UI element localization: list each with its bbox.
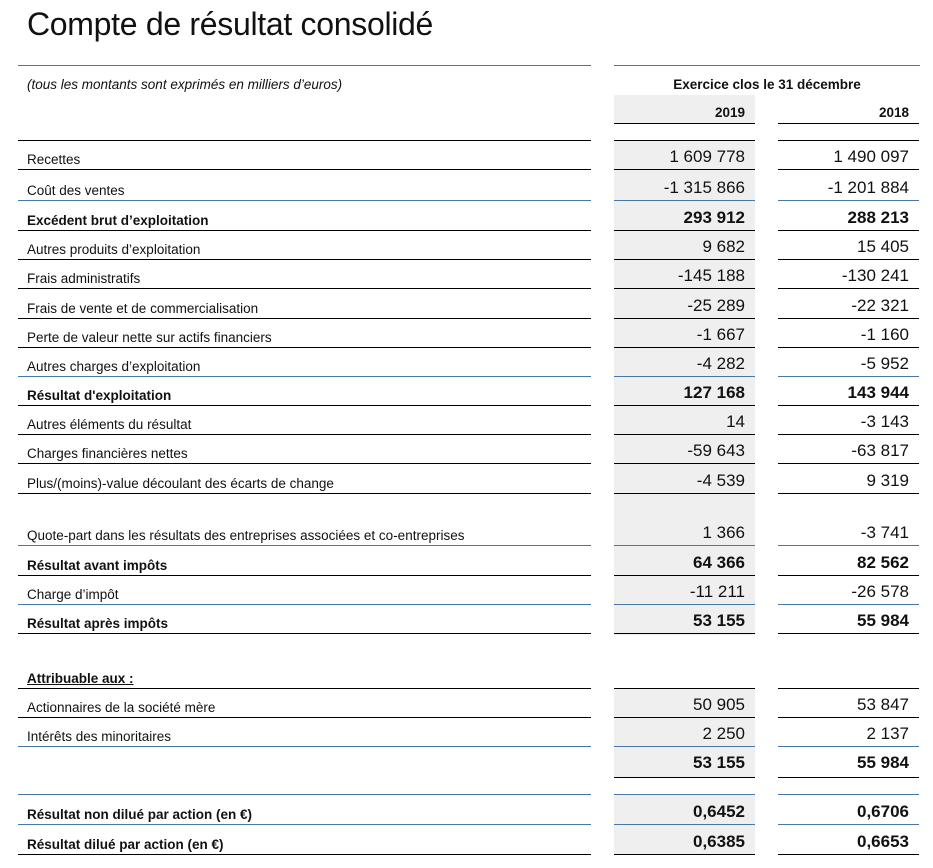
row-label: Autres éléments du résultat — [27, 417, 192, 432]
attributable-heading: Attribuable aux : — [27, 671, 134, 686]
eps-label: Résultat dilué par action (en €) — [27, 837, 224, 852]
row-label: Plus/(moins)-value découlant des écarts de change — [27, 476, 334, 491]
row-value-2019: 53 155 — [693, 611, 745, 630]
eps-rule-label — [18, 824, 591, 825]
units-note: (tous les montants sont exprimés en milliers d’euros) — [27, 77, 343, 92]
row-rule-c2018 — [778, 575, 919, 576]
attrib-top-rule-label — [18, 688, 591, 689]
row-value-2019: -25 289 — [687, 296, 745, 315]
attrib-total-rule — [614, 777, 755, 778]
row-rule-c2019 — [614, 376, 755, 377]
row-rule-c2018 — [778, 746, 919, 747]
row-value-2018: -3 741 — [860, 523, 909, 542]
row-value-2019: 1 609 778 — [669, 147, 745, 166]
eps-top-rule-c2019 — [614, 794, 755, 795]
row-value-2019: 2 250 — [702, 724, 745, 743]
row-label: Recettes — [27, 152, 81, 167]
row-rule-c2019 — [614, 493, 755, 494]
row-value-2019: 1 366 — [702, 523, 745, 542]
row-rule-c2018 — [778, 545, 919, 546]
row-value-2018: 9 319 — [866, 471, 909, 490]
row-rule-label — [18, 493, 591, 494]
period-header: Exercice clos le 31 décembre — [673, 77, 861, 92]
row-rule-c2019 — [614, 604, 755, 605]
row-rule-label — [18, 575, 591, 576]
eps-value-2018: 0,6706 — [857, 802, 909, 821]
row-rule-label — [18, 200, 591, 201]
attrib-total-2018: 55 984 — [857, 753, 909, 772]
col-rule-2019 — [614, 123, 755, 124]
year-2018-header: 2018 — [878, 105, 909, 120]
row-value-2018: -130 241 — [841, 266, 909, 285]
row-value-2019: 14 — [726, 412, 745, 431]
row-rule-c2018 — [778, 347, 919, 348]
eps-top-rule-label — [18, 794, 591, 795]
eps-rule-c2019 — [614, 854, 755, 855]
attrib-total-rule — [778, 777, 919, 778]
row-value-2018: 2 137 — [866, 724, 909, 743]
row-label: Frais administratifs — [27, 271, 141, 286]
row-rule-c2018 — [778, 200, 919, 201]
page-title: Compte de résultat consolidé — [27, 6, 434, 42]
row-label: Résultat d'exploitation — [27, 388, 172, 403]
row-value-2018: 82 562 — [857, 553, 909, 572]
row-value-2018: 55 984 — [857, 611, 909, 630]
row-value-2018: 288 213 — [847, 208, 909, 227]
row-label: Perte de valeur nette sur actifs financiers — [27, 330, 272, 345]
row-value-2018: -5 952 — [860, 354, 909, 373]
row-value-2018: -3 143 — [860, 412, 909, 431]
eps-label: Résultat non dilué par action (en €) — [27, 807, 253, 822]
body-top-rule-c2019 — [614, 140, 755, 141]
row-rule-c2019 — [614, 318, 755, 319]
row-label: Actionnaires de la société mère — [27, 700, 216, 715]
row-label: Autres produits d’exploitation — [27, 242, 201, 257]
row-rule-c2019 — [614, 717, 755, 718]
attrib-top-rule-c2018 — [778, 688, 919, 689]
row-rule-label — [18, 318, 591, 319]
row-rule-c2019 — [614, 230, 755, 231]
row-rule-c2018 — [778, 230, 919, 231]
eps-value-2019: 0,6385 — [693, 832, 745, 851]
row-value-2018: 15 405 — [857, 237, 909, 256]
row-value-2018: 1 490 097 — [833, 147, 909, 166]
row-value-2019: 50 905 — [693, 695, 745, 714]
row-rule-c2018 — [778, 633, 919, 634]
row-rule-c2018 — [778, 376, 919, 377]
row-rule-c2019 — [614, 169, 755, 170]
row-label: Résultat après impôts — [27, 616, 169, 631]
eps-rule-c2018 — [778, 824, 919, 825]
row-rule-c2019 — [614, 545, 755, 546]
row-rule-label — [18, 376, 591, 377]
row-rule-label — [18, 463, 591, 464]
row-rule-label — [18, 288, 591, 289]
row-value-2019: 293 912 — [683, 208, 745, 227]
row-label: Résultat avant impôts — [27, 558, 168, 573]
row-rule-c2019 — [614, 288, 755, 289]
row-label: Charge d’impôt — [27, 587, 119, 602]
row-value-2019: -1 315 866 — [663, 178, 745, 197]
year-2019-header: 2019 — [714, 105, 745, 120]
row-rule-label — [18, 633, 591, 634]
row-rule-c2019 — [614, 633, 755, 634]
row-rule-label — [18, 405, 591, 406]
row-value-2019: -59 643 — [687, 441, 745, 460]
attrib-top-rule-c2019 — [614, 688, 755, 689]
row-value-2019: 64 366 — [693, 553, 745, 572]
row-rule-c2018 — [778, 717, 919, 718]
row-rule-c2018 — [778, 169, 919, 170]
row-rule-label — [18, 259, 591, 260]
eps-value-2018: 0,6653 — [857, 832, 909, 851]
row-rule-c2018 — [778, 259, 919, 260]
row-value-2019: -4 539 — [696, 471, 745, 490]
row-rule-label — [18, 169, 591, 170]
row-rule-c2019 — [614, 463, 755, 464]
attrib-total-2019: 53 155 — [693, 753, 745, 772]
row-value-2019: -1 667 — [696, 325, 745, 344]
body-top-rule-c2018 — [778, 140, 919, 141]
row-label: Excédent brut d’exploitation — [27, 213, 209, 228]
eps-rule-label — [18, 854, 591, 855]
eps-value-2019: 0,6452 — [693, 802, 745, 821]
eps-rule-c2018 — [778, 854, 919, 855]
row-value-2019: 9 682 — [702, 237, 745, 256]
row-rule-c2019 — [614, 405, 755, 406]
row-label: Quote-part dans les résultats des entreprises associées et co-entreprises — [27, 528, 465, 543]
row-rule-c2018 — [778, 604, 919, 605]
row-rule-label — [18, 604, 591, 605]
row-label: Charges financières nettes — [27, 446, 188, 461]
row-value-2018: -1 201 884 — [827, 178, 909, 197]
row-rule-c2018 — [778, 493, 919, 494]
row-rule-c2019 — [614, 746, 755, 747]
col-rule-2018 — [778, 123, 919, 124]
row-rule-label — [18, 746, 591, 747]
row-rule-c2019 — [614, 434, 755, 435]
row-label: Intérêts des minoritaires — [27, 729, 172, 744]
row-value-2018: -1 160 — [860, 325, 909, 344]
row-value-2018: -63 817 — [851, 441, 909, 460]
row-rule-c2019 — [614, 575, 755, 576]
row-value-2018: -26 578 — [851, 582, 909, 601]
row-value-2018: 53 847 — [857, 695, 909, 714]
row-label: Frais de vente et de commercialisation — [27, 301, 259, 316]
row-value-2018: 143 944 — [847, 383, 909, 402]
row-rule-label — [18, 717, 591, 718]
row-rule-label — [18, 230, 591, 231]
row-value-2019: 127 168 — [683, 383, 745, 402]
row-rule-c2019 — [614, 200, 755, 201]
row-value-2019: -145 188 — [677, 266, 745, 285]
row-rule-label — [18, 347, 591, 348]
row-value-2018: -22 321 — [851, 296, 909, 315]
row-value-2019: -11 211 — [689, 582, 745, 601]
row-rule-c2018 — [778, 288, 919, 289]
row-rule-c2018 — [778, 463, 919, 464]
row-label: Autres charges d’exploitation — [27, 359, 201, 374]
row-rule-c2018 — [778, 318, 919, 319]
row-value-2019: -4 282 — [696, 354, 745, 373]
header-rule-left — [18, 65, 591, 66]
row-rule-label — [18, 545, 591, 546]
eps-top-rule-c2018 — [778, 794, 919, 795]
row-rule-c2018 — [778, 434, 919, 435]
eps-rule-c2019 — [614, 824, 755, 825]
row-rule-c2018 — [778, 405, 919, 406]
row-rule-c2019 — [614, 259, 755, 260]
row-rule-label — [18, 434, 591, 435]
row-label: Coût des ventes — [27, 183, 125, 198]
header-rule-right — [614, 65, 920, 66]
body-top-rule-label — [18, 140, 591, 141]
row-rule-c2019 — [614, 347, 755, 348]
